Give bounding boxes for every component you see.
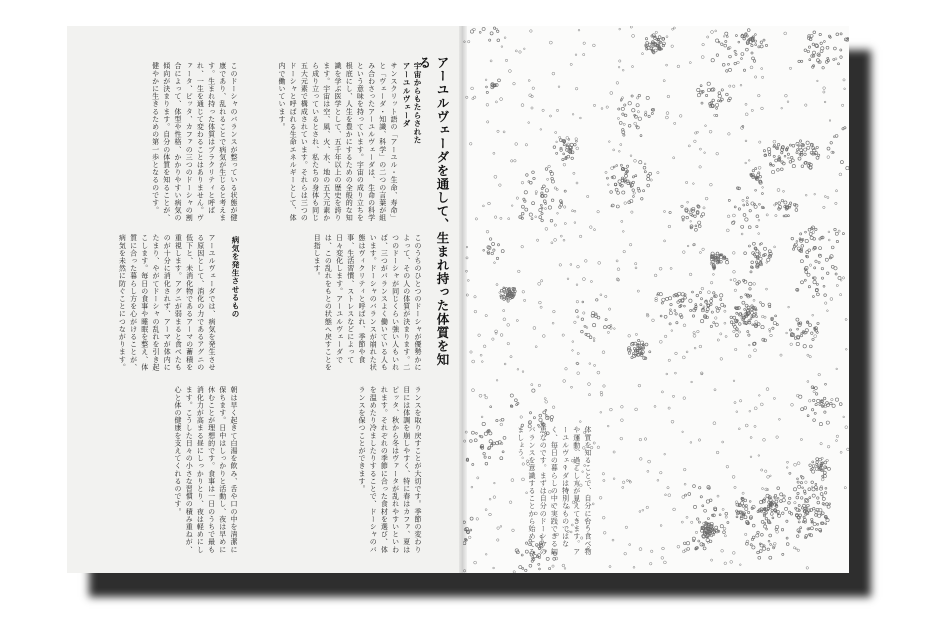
left-page	[67, 26, 463, 573]
text-block-1: サンスクリット語の「アーユル・生命、寿命」と「ヴェーダ・知識、科学」の二つの言葉が組み合わさったアーユルヴェーダは、生命の科学という意味を持っています。宇宙の成り立ちを根底にし、人生を豊かにするための全般的な知識を学ぶ医学として、五千年以上の歴史を誇ります。宇宙は空、風、火、水、地の五大元素から成り立っているとされ、私たちの身体も同じ五大元素で構成されています。それらは三つのドーシャと呼ばれる生命エネルギーとして、体内で働いています。	[277, 62, 398, 222]
text-block-2: このドーシャのバランスが整っている状態が健康であり、乱れることで病気が生じると考えます。生まれ持った体質はプラクリティと呼ばれ、一生を通じて変わることはありません。ヴァータ、ピッタ、カファの三つのドーシャの割合によって、体型や性格、かかりやすい病気の傾向が決まります。自分の体質を知ることが、健やかに生きるための第一歩となるのです。	[151, 62, 238, 222]
article-title: アーユルヴェーダを通して、生まれ持った体質を知る	[417, 56, 450, 367]
text-block-4: アーユルヴェーダでは、病気を発生させる原因として、消化の力であるアグニの低下と、未消化物であるアーマの蓄積を重視します。アグニが弱まると食べたものが十分に消化されず、アーマが体内にたまり、やがてドーシャの乱れを引き起こします。毎日の食事や睡眠を整え、体質に合った暮らし方を心がけることが、病気を未然に防ぐことにつながります。	[118, 234, 216, 371]
subheading-origin-line2: アーユルヴェーダ	[402, 62, 411, 128]
text-block-5: ランスを取り戻すことが大切です。季節の変わり目には体調を崩しやすく、特に春はカファ、夏はピッタ、秋から冬はヴァータが乱れやすいといわれます。それぞれの季節に合った食材を選び、体を温めたり冷ましたりすることで、ドーシャのバランスを保つことができます。	[357, 386, 422, 554]
text-block-7: 体質を知ることで、自分に合う食べ物や運動、過ごし方が見えてきます。アーユルヴェーダは特別なものではなく、毎日の暮らしの中で実践できる知恵なのです。まずは自分のドーシャのバランスを意識することから始めてみましょう。	[516, 426, 592, 556]
subheading-disease: 病気を発生させるもの	[231, 236, 240, 318]
text-block-6: 朝は早く起きて白湯を飲み、舌や口の中を清潔に保ちます。日中はしっかりと活動し、夜は早めに休むことが理想的です。食事は一日のうちで最も消化力が高まる昼にしっかりとり、夜は軽めにします。こうした日々の小さな習慣の積み重ねが、心と体の健康を支えてくれるのです。	[173, 386, 238, 554]
subheading-origin-line1: 宇宙からもたらされた	[413, 62, 422, 144]
text-block-3: このうちのひとつのドーシャが優勢かによって、その人の体質が決まります。二つのドーシャが同じくらい強い人もいれば、三つがバランスよく働いている人もいます。ドーシャのバランスが崩れた状態はヴィクリティと呼ばれ、季節や食事、生活習慣、ストレスなどによって日々変化します。アーユルヴェーダでは、この乱れをもとの状態へ戻すことを目指します。	[313, 234, 422, 371]
subheading-origin	[401, 62, 423, 172]
page-gutter	[459, 26, 467, 573]
right-page	[463, 26, 849, 573]
magazine-spread	[67, 26, 849, 573]
